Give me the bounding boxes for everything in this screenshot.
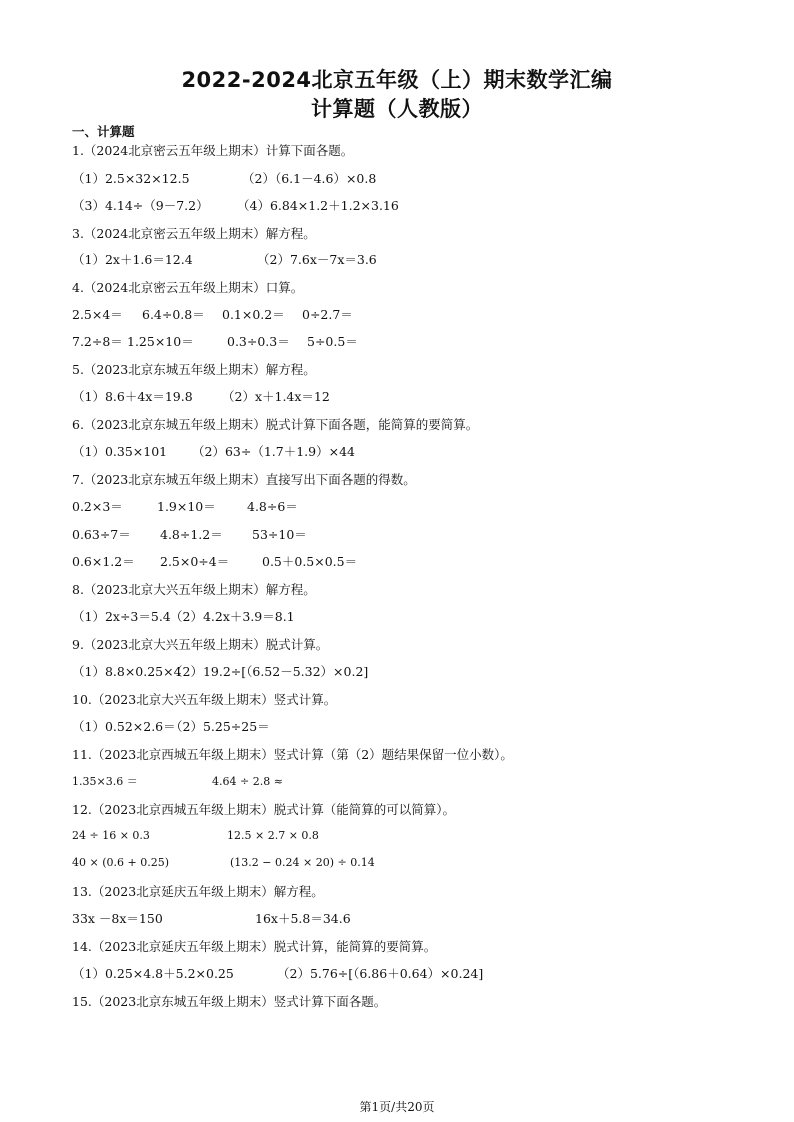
- problem-item: （2）5.76÷[（6.86＋0.64）×0.24]: [277, 966, 484, 981]
- problem-item: 0.5＋0.5×0.5＝: [262, 554, 358, 569]
- problem-item: （1）8.8×0.25×4: [72, 664, 182, 679]
- problem-item: （1）8.6＋4x＝19.8: [72, 389, 193, 404]
- problem-heading: 15.（2023北京东城五年级上期末）竖式计算下面各题。: [72, 994, 387, 1009]
- section-heading: 一、计算题: [72, 124, 135, 139]
- problem-item: （2）63÷（1.7＋1.9）×44: [192, 444, 355, 459]
- problem-item: （2）5.25÷25＝: [170, 719, 270, 734]
- problem-item: （1）2x÷3＝5.4: [72, 609, 171, 624]
- problem-item: （2）19.2÷[（6.52－5.32）×0.2]: [170, 664, 369, 679]
- problem-item: （2）（6.1－4.6）×0.8: [242, 171, 377, 186]
- problem-item: 4.8÷1.2＝: [160, 527, 223, 542]
- problem-item: （3）4.14÷（9－7.2）: [72, 198, 209, 213]
- problem-heading: 4.（2024北京密云五年级上期末）口算。: [72, 280, 304, 295]
- page-footer: 第1页/共20页: [359, 1100, 435, 1114]
- problem-item: （4）6.84×1.2＋1.2×3.16: [237, 198, 399, 213]
- problem-item: 0.63÷7＝: [72, 527, 131, 542]
- problem-heading: 10.（2023北京大兴五年级上期末）竖式计算。: [72, 692, 337, 707]
- problem-item: （1）2.5×32×12.5: [72, 171, 190, 186]
- problem-item: 0.3÷0.3＝: [227, 334, 290, 349]
- problem-heading: 11.（2023北京西城五年级上期末）竖式计算（第（2）题结果保留一位小数）。: [72, 747, 513, 762]
- problem-item: 7.2÷8＝: [72, 334, 123, 349]
- problem-item: 4.8÷6＝: [247, 499, 298, 514]
- problem-heading: 7.（2023北京东城五年级上期末）直接写出下面各题的得数。: [72, 472, 416, 487]
- problem-item: 5÷0.5＝: [307, 334, 358, 349]
- problem-item: 4.64 ÷ 2.8 ≈: [212, 775, 283, 788]
- problem-item: 53÷10＝: [252, 527, 307, 542]
- problem-item: （1）0.25×4.8＋5.2×0.25: [72, 966, 234, 981]
- problem-heading: 6.（2023北京东城五年级上期末）脱式计算下面各题，能简算的要简算。: [72, 417, 479, 432]
- problem-item: 1.9×10＝: [157, 499, 216, 514]
- problem-item: 2.5×4＝: [72, 307, 123, 322]
- problem-item: （1）0.52×2.6＝: [72, 719, 176, 734]
- problem-heading: 1.（2024北京密云五年级上期末）计算下面各题。: [72, 143, 354, 158]
- problem-heading: 14.（2023北京延庆五年级上期末）脱式计算，能简算的要简算。: [72, 939, 437, 954]
- problem-item: （1）0.35×101: [72, 444, 168, 459]
- problem-item: 0.6×1.2＝: [72, 554, 135, 569]
- problem-item: （2）7.6x－7x＝3.6: [257, 252, 377, 267]
- problem-heading: 12.（2023北京西城五年级上期末）脱式计算（能简算的可以简算）。: [72, 802, 455, 817]
- problem-item: 1.35×3.6 ＝: [72, 775, 138, 788]
- problem-item: （1）2x＋1.6＝12.4: [72, 252, 193, 267]
- problem-item: （2）4.2x＋3.9＝8.1: [170, 609, 295, 624]
- problem-item: 2.5×0÷4＝: [160, 554, 230, 569]
- problem-item: （2）x＋1.4x＝12: [222, 389, 330, 404]
- problem-item: (13.2 − 0.24 × 20) ÷ 0.14: [230, 856, 375, 869]
- problem-item: 40 × (0.6 + 0.25): [72, 856, 169, 869]
- problem-item: 33x －8x＝150: [72, 911, 163, 926]
- problem-heading: 8.（2023北京大兴五年级上期末）解方程。: [72, 582, 316, 597]
- problem-heading: 3.（2024北京密云五年级上期末）解方程。: [72, 226, 316, 241]
- problem-heading: 9.（2023北京大兴五年级上期末）脱式计算。: [72, 637, 329, 652]
- document-title: 2022-2024北京五年级（上）期末数学汇编: [181, 68, 613, 92]
- problem-item: 16x＋5.8＝34.6: [255, 911, 351, 926]
- problem-heading: 5.（2023北京东城五年级上期末）解方程。: [72, 362, 316, 377]
- document-subtitle: 计算题（人教版）: [311, 97, 483, 121]
- problem-item: 12.5 × 2.7 × 0.8: [227, 829, 319, 842]
- problem-item: 0÷2.7＝: [302, 307, 353, 322]
- problem-item: 6.4÷0.8＝: [142, 307, 205, 322]
- problem-item: 1.25×10＝: [127, 334, 194, 349]
- problem-item: 24 ÷ 16 × 0.3: [72, 829, 150, 842]
- problem-item: 0.1×0.2＝: [222, 307, 285, 322]
- problem-heading: 13.（2023北京延庆五年级上期末）解方程。: [72, 884, 324, 899]
- problem-item: 0.2×3＝: [72, 499, 123, 514]
